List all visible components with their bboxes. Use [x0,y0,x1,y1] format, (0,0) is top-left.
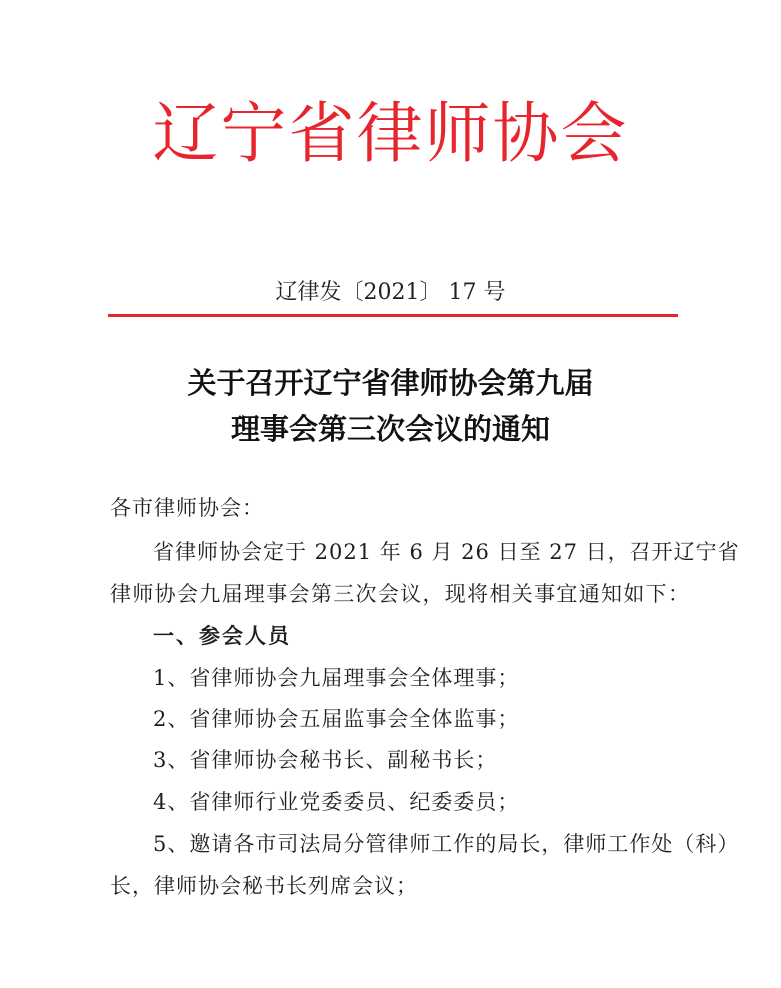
list-item: 4、省律师行业党委委员、纪委委员； [153,790,520,814]
list-item: 1、省律师协会九届理事会全体理事； [153,666,520,690]
list-item: 5、邀请各市司法局分管律师工作的局长，律师工作处（科） [153,832,740,856]
section-heading-attendees: 一、参会人员 [153,623,291,648]
list-item-continuation: 长，律师协会秘书长列席会议； [110,874,418,898]
organization-header: 辽宁省律师协会 [152,95,629,172]
red-divider-line [108,314,678,317]
paragraph-1-line-1: 省律师协会定于 2021 年 6 月 26 日至 27 日，召开辽宁省 [153,540,740,564]
list-item: 3、省律师协会秘书长、副秘书长； [153,748,498,772]
notice-title-line-1: 关于召开辽宁省律师协会第九届 [187,366,594,400]
paragraph-1-line-2: 律师协会九届理事会第三次会议，现将相关事宜通知如下： [110,582,690,606]
list-item: 2、省律师协会五届监事会全体监事； [153,707,520,731]
salutation: 各市律师协会： [110,496,264,520]
document-number: 辽律发〔2021〕 17 号 [275,280,506,305]
notice-title-line-2: 理事会第三次会议的通知 [230,412,550,446]
